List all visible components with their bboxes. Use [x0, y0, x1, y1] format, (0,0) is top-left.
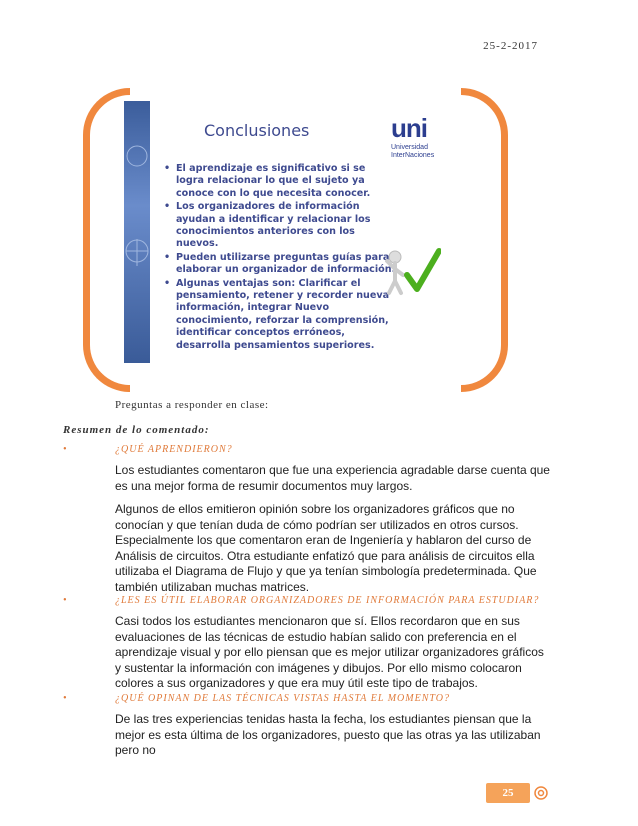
right-bracket-decoration: [461, 88, 508, 392]
bullet-icon: •: [63, 693, 68, 704]
header-date: 25-2-2017: [483, 40, 538, 52]
target-circle-icon: [534, 786, 548, 800]
answer-paragraph: Casi todos los estudiantes mencionaron que sí. Ellos recordaron que en sus evaluaciones de las técnicas de estudio habían salido con preferencia en el aprendizaje visual y por ello piensan que es mejor utilizar organizadores gráficos y sustentar la información con imágenes y dibujos. Por ello mismo colocaron colores a sus organizadores y que era muy útil este tipo de trabajos.: [115, 614, 544, 690]
question-text: ¿QUÉ APRENDIERON?: [115, 444, 233, 455]
logo-subtitle-2: InterNaciones: [391, 152, 435, 159]
bullet-icon: •: [63, 595, 68, 606]
question-heading: [63, 595, 553, 606]
logo-subtitle-1: Universidad: [391, 144, 428, 151]
question-heading: [63, 693, 553, 704]
summary-label: Resumen de lo comentado:: [63, 424, 210, 436]
slide-bullet: • Pueden utilizarse preguntas guías para elaborar un organizador de información.: [164, 252, 396, 277]
question-text: ¿LES ES ÚTIL ELABORAR ORGANIZADORES DE INFORMACIÓN PARA ESTUDIAR?: [115, 595, 540, 606]
slide-bullet: • El aprendizaje es significativo si se logra relacionar lo que el sujeto ya conoce con lo que necesita conocer.: [164, 163, 396, 200]
answer-paragraph: Los estudiantes comentaron que fue una experiencia agradable darse cuenta que es una mejor forma de resumir documentos muy largos.: [115, 463, 550, 493]
caption: Preguntas a responder en clase:: [115, 399, 269, 411]
question-section: [63, 595, 553, 692]
slide-title: Conclusiones: [204, 121, 310, 140]
logo-mark: uni: [391, 113, 427, 143]
page-number: 25: [486, 783, 530, 803]
slide-bullet-list: [164, 163, 396, 353]
bullet-icon: •: [63, 444, 68, 455]
answer-paragraph: Algunos de ellos emitieron opinión sobre los organizadores gráficos que no conocían y que tenían duda de cómo podrían ser utilizados en otros cursos. Especialmente los que comentaron eran de Ingeniería y hablaron del curso de Análisis de circuitos. Otra estudiante enfatizó que para análisis de circuitos ella utilizaba el Diagrama de Flujo y que ya tenían simbología predeterminada. Que también utilizaban muchas matrices.: [115, 502, 537, 594]
slide-bullet: • Algunas ventajas son: Clarificar el pensamiento, retener y recorder nueva información, integrar Nuevo conocimiento, reforzar la comprensión, identificar conceptos erróneos, desarrolla pensamientos superiores.: [164, 278, 396, 352]
question-section: [63, 444, 553, 595]
person-checkmark-icon: [381, 241, 441, 301]
vitruvian-strip-decoration: [124, 101, 150, 363]
university-logo: [391, 113, 451, 160]
question-section: [63, 693, 553, 759]
answer-paragraph: De las tres experiencias tenidas hasta la fecha, los estudiantes piensan que la mejor es esta última de los organizadores, puesto que las otras ya las utilizaban pero no: [115, 712, 541, 757]
left-bracket-decoration: [83, 88, 130, 392]
question-heading: [63, 444, 553, 455]
slide-content: [124, 101, 466, 363]
question-text: ¿QUÉ OPINAN DE LAS TÉCNICAS VISTAS HASTA EL MOMENTO?: [115, 693, 450, 704]
slide-image: [83, 88, 508, 378]
slide-bullet: • Los organizadores de información ayudan a identificar y relacionar los conocimientos anteriores con los nuevos.: [164, 201, 396, 251]
